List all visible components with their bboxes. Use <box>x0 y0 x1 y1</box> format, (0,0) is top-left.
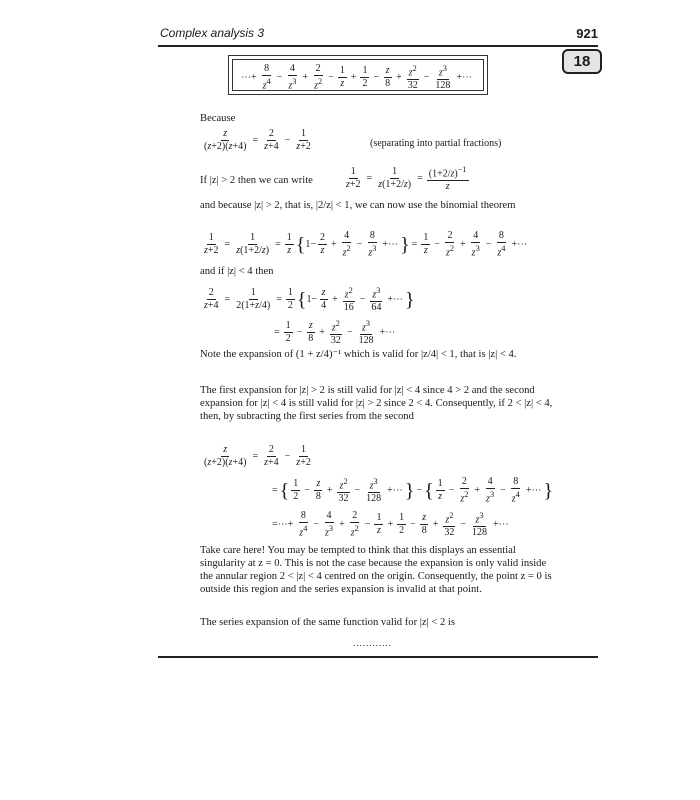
boxed-series-equation: ⋯+ $\frac{8}{z^4}$ − $\frac{4}{z^3}$ + $\frac{2}{z^2}$ − $\frac{1}{z}$ + $\frac{1}{2}$ − $\frac{z}{8}$ + $\frac{z^2}{32}$ − $\frac{z^3}{128}$ +⋯ <box>241 63 472 92</box>
expansion-gt2-equation: $\frac{1}{z+2}$ = $\frac{1}{z(1+2/z)}$ = $\frac{1}{z}$ { 1− $\frac{2}{z}$ + $\frac{4}{z^2}$ − $\frac{8}{z^3}$ +⋯ } = $\frac{1}{z}$ − $\frac{2}{z^2}$ + $\frac{4}{z^3}$ − $\frac{8}{z^4}$ +⋯ <box>204 230 528 259</box>
if-mod-lt4-text: and if |z| < 4 then <box>200 266 274 277</box>
combined-series-result: =⋯+ $\frac{8}{z^4}$ − $\frac{4}{z^3}$ + $\frac{2}{z^2}$ − $\frac{1}{z}$ + $\frac{1}{2}$ − $\frac{z}{8}$ + $\frac{z^2}{32}$ − $\frac{z^3}{128}$ +⋯ <box>272 510 509 539</box>
rewrite-equation: $\frac{1}{z+2}$ = $\frac{1}{z(1+2/z)}$ = $\frac{(1+2/z)^{-1}}{z}$ <box>346 165 467 193</box>
combined-series-braces: = { $\frac{1}{2}$ − $\frac{z}{8}$ + $\frac{z^2}{32}$ − $\frac{z^3}{128}$ +⋯ } − { $\frac{1}{z}$ − $\frac{2}{z^2}$ + $\frac{4}{z^3}$ − $\frac{8}{z^4}$ +⋯ } <box>272 476 554 505</box>
binomial-text: and because |z| > 2, that is, |2/z| < 1, we can now use the binomial theorem <box>200 200 516 211</box>
because-text: Because <box>200 113 236 124</box>
bottom-rule <box>158 656 598 658</box>
series-valid-text: The series expansion of the same function valid for |z| < 2 is <box>200 617 455 628</box>
first-expansion-text: The first expansion for |z| > 2 is still valid for |z| < 4 since 4 > 2 and the second expansion for |z| < 4 is still valid for |z| > 2 since 2 < 4. Consequently, if 2 < |z| < 4, then, by subracting the first series from the second <box>200 385 553 422</box>
boxed-series <box>228 55 488 95</box>
expansion-lt4-result: = $\frac{1}{2}$ − $\frac{z}{8}$ + $\frac{z^2}{32}$ − $\frac{z^3}{128}$ +⋯ <box>274 319 396 347</box>
take-care-text: Take care here! You may be tempted to think that this displays an essential singularity at z = 0. This is not the case because the expansion is only valid inside the annular region 2 < |z| < 4 centred on the origin. Consequently, the point z = 0 is outside this region and the series expansion is invalid at that point. <box>200 545 552 595</box>
page-number: 921 <box>576 26 598 41</box>
expansion-lt4-equation: $\frac{2}{z+4}$ = $\frac{1}{2(1+z/4)}$ = $\frac{1}{2}$ { 1− $\frac{z}{4}$ + $\frac{z^2}{16}$ − $\frac{z^3}{64}$ +⋯ } <box>204 286 415 314</box>
if-mod-gt2-text: If |z| > 2 then we can write <box>200 175 313 186</box>
partial-fraction-equation: $\frac{z}{(z+2)(z+4)}$ = $\frac{2}{z+4}$ − $\frac{1}{z+2}$ <box>204 128 311 152</box>
continuation-dots: ............ <box>353 638 392 648</box>
running-title: Complex analysis 3 <box>160 26 265 40</box>
chapter-tab: 18 <box>562 49 602 74</box>
running-header <box>160 26 600 46</box>
note-expansion-text: Note the expansion of (1 + z/4)⁻¹ which is valid for |z/4| < 1, that is |z| < 4. <box>200 349 517 360</box>
header-rule <box>158 45 598 47</box>
combined-equation: $\frac{z}{(z+2)(z+4)}$ = $\frac{2}{z+4}$ − $\frac{1}{z+2}$ <box>204 444 311 468</box>
boxed-series-inner <box>232 59 484 91</box>
partial-note: (separating into partial fractions) <box>370 138 502 149</box>
